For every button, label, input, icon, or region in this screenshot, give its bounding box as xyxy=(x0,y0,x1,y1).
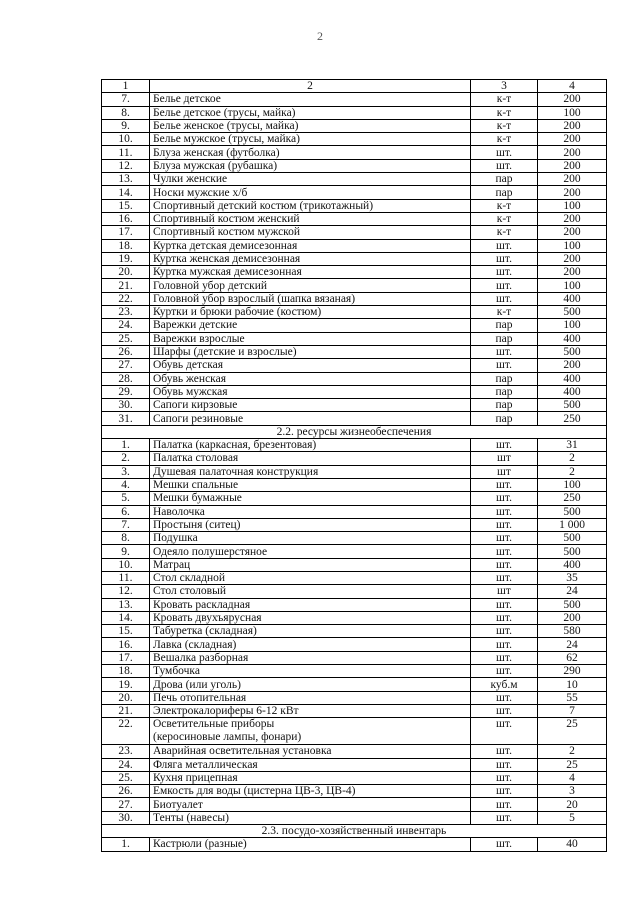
item-unit: шт. xyxy=(471,478,538,491)
item-unit: шт. xyxy=(471,159,538,172)
item-name: Чулки женские xyxy=(150,173,471,186)
item-unit: шт xyxy=(471,585,538,598)
item-quantity: 4 xyxy=(538,771,607,784)
table-row xyxy=(102,798,607,811)
row-number: 5. xyxy=(102,492,150,505)
item-name: Простыня (ситец) xyxy=(150,518,471,531)
header-cell-quantity: 4 xyxy=(538,80,607,93)
row-number: 16. xyxy=(102,638,150,651)
item-name: Варежки детские xyxy=(150,319,471,332)
item-name: Мешки спальные xyxy=(150,478,471,491)
item-unit: шт. xyxy=(471,518,538,531)
item-quantity: 2 xyxy=(538,465,607,478)
item-unit: шт. xyxy=(471,745,538,758)
item-name: Белье детское xyxy=(150,93,471,106)
row-number: 9. xyxy=(102,119,150,132)
table-row xyxy=(102,492,607,505)
item-unit: к-т xyxy=(471,226,538,239)
row-number: 2. xyxy=(102,452,150,465)
item-name-line: Осветительные приборы xyxy=(153,718,275,731)
row-number: 18. xyxy=(102,239,150,252)
item-quantity: 20 xyxy=(538,798,607,811)
row-number: 18. xyxy=(102,665,150,678)
item-quantity: 3 xyxy=(538,785,607,798)
row-number: 13. xyxy=(102,173,150,186)
table-row xyxy=(102,439,607,452)
table-row xyxy=(102,385,607,398)
item-quantity: 40 xyxy=(538,838,607,851)
item-name: Стол складной xyxy=(150,571,471,584)
item-unit: пар xyxy=(471,372,538,385)
table-row xyxy=(102,199,607,212)
item-unit: шт. xyxy=(471,359,538,372)
item-quantity: 400 xyxy=(538,558,607,571)
item-name: Куртка мужская демисезонная xyxy=(150,266,471,279)
item-name: Носки мужские х/б xyxy=(150,186,471,199)
section-header-row xyxy=(102,825,607,838)
supplies-table xyxy=(101,79,607,852)
item-quantity: 500 xyxy=(538,545,607,558)
item-quantity: 200 xyxy=(538,611,607,624)
item-quantity: 200 xyxy=(538,212,607,225)
item-name: Шарфы (детские и взрослые) xyxy=(150,345,471,358)
item-quantity: 500 xyxy=(538,598,607,611)
item-name: Белье детское (трусы, майка) xyxy=(150,106,471,119)
table-row xyxy=(102,771,607,784)
item-name: Лавка (складная) xyxy=(150,638,471,651)
item-quantity: 2 xyxy=(538,745,607,758)
item-unit: к-т xyxy=(471,133,538,146)
item-quantity: 100 xyxy=(538,279,607,292)
row-number: 9. xyxy=(102,545,150,558)
item-quantity: 250 xyxy=(538,412,607,425)
table-row xyxy=(102,665,607,678)
table-row xyxy=(102,159,607,172)
table-row xyxy=(102,146,607,159)
item-quantity: 500 xyxy=(538,532,607,545)
item-unit: шт. xyxy=(471,704,538,717)
item-name: Биотуалет xyxy=(150,798,471,811)
table-row xyxy=(102,571,607,584)
table-row xyxy=(102,372,607,385)
row-number: 21. xyxy=(102,704,150,717)
item-name: Головной убор взрослый (шапка вязаная) xyxy=(150,292,471,305)
item-name: Матрац xyxy=(150,558,471,571)
row-number: 31. xyxy=(102,412,150,425)
table-row xyxy=(102,478,607,491)
item-quantity: 200 xyxy=(538,119,607,132)
item-name: Аварийная осветительная установка xyxy=(150,745,471,758)
item-unit: пар xyxy=(471,319,538,332)
item-unit: шт. xyxy=(471,146,538,159)
item-name: Палатка столовая xyxy=(150,452,471,465)
item-unit: шт. xyxy=(471,811,538,824)
item-unit: шт. xyxy=(471,532,538,545)
table-row xyxy=(102,638,607,651)
item-quantity: 200 xyxy=(538,252,607,265)
table-row xyxy=(102,239,607,252)
item-quantity: 25 xyxy=(538,718,607,745)
row-number: 29. xyxy=(102,385,150,398)
item-quantity: 25 xyxy=(538,758,607,771)
table-row xyxy=(102,718,607,745)
item-quantity: 500 xyxy=(538,505,607,518)
row-number: 11. xyxy=(102,146,150,159)
item-quantity: 200 xyxy=(538,173,607,186)
item-quantity: 100 xyxy=(538,478,607,491)
item-quantity: 200 xyxy=(538,226,607,239)
row-number: 8. xyxy=(102,532,150,545)
item-name: Сапоги резиновые xyxy=(150,412,471,425)
item-name: Обувь мужская xyxy=(150,385,471,398)
item-unit: к-т xyxy=(471,106,538,119)
item-quantity: 200 xyxy=(538,359,607,372)
item-unit: шт. xyxy=(471,266,538,279)
item-name: Фляга металлическая xyxy=(150,758,471,771)
item-quantity: 200 xyxy=(538,266,607,279)
row-number: 24. xyxy=(102,319,150,332)
item-unit: к-т xyxy=(471,93,538,106)
row-number: 19. xyxy=(102,252,150,265)
item-unit: шт. xyxy=(471,345,538,358)
row-number: 4. xyxy=(102,478,150,491)
row-number: 10. xyxy=(102,133,150,146)
row-number: 23. xyxy=(102,745,150,758)
item-unit: пар xyxy=(471,173,538,186)
item-name: Белье мужское (трусы, майка) xyxy=(150,133,471,146)
table-row xyxy=(102,758,607,771)
item-name: Емкость для воды (цистерна ЦВ-3, ЦВ-4) xyxy=(150,785,471,798)
item-name: Куртка детская демисезонная xyxy=(150,239,471,252)
item-unit: шт. xyxy=(471,545,538,558)
section-title: 2.3. посудо-хозяйственный инвентарь xyxy=(102,825,607,838)
row-number: 14. xyxy=(102,186,150,199)
table-row xyxy=(102,332,607,345)
item-name: Электрокалориферы 6-12 кВт xyxy=(150,704,471,717)
item-unit: шт. xyxy=(471,785,538,798)
page-number: 2 xyxy=(317,29,323,43)
item-name: Душевая палаточная конструкция xyxy=(150,465,471,478)
table-row xyxy=(102,598,607,611)
item-unit: шт. xyxy=(471,625,538,638)
table-row xyxy=(102,651,607,664)
item-quantity: 200 xyxy=(538,93,607,106)
table-row xyxy=(102,558,607,571)
item-name: Спортивный костюм мужской xyxy=(150,226,471,239)
row-number: 7. xyxy=(102,518,150,531)
row-number: 28. xyxy=(102,372,150,385)
row-number: 12. xyxy=(102,585,150,598)
table-row xyxy=(102,133,607,146)
row-number: 25. xyxy=(102,332,150,345)
item-unit: шт. xyxy=(471,651,538,664)
table-row xyxy=(102,345,607,358)
item-quantity: 7 xyxy=(538,704,607,717)
table-row xyxy=(102,106,607,119)
row-number: 25. xyxy=(102,771,150,784)
row-number: 17. xyxy=(102,651,150,664)
item-quantity: 10 xyxy=(538,678,607,691)
item-quantity: 400 xyxy=(538,385,607,398)
item-quantity: 62 xyxy=(538,651,607,664)
item-unit: шт. xyxy=(471,439,538,452)
table-row xyxy=(102,452,607,465)
row-number: 24. xyxy=(102,758,150,771)
row-number: 23. xyxy=(102,306,150,319)
table-row xyxy=(102,532,607,545)
item-name: Кастрюли (разные) xyxy=(150,838,471,851)
row-number: 27. xyxy=(102,798,150,811)
row-number: 22. xyxy=(102,718,150,745)
item-name: Тенты (навесы) xyxy=(150,811,471,824)
item-unit: шт. xyxy=(471,279,538,292)
table-row xyxy=(102,505,607,518)
item-name: Дрова (или уголь) xyxy=(150,678,471,691)
item-name: Спортивный костюм женский xyxy=(150,212,471,225)
row-number: 13. xyxy=(102,598,150,611)
item-quantity: 580 xyxy=(538,625,607,638)
item-quantity: 400 xyxy=(538,332,607,345)
header-cell-unit: 3 xyxy=(471,80,538,93)
item-name: Подушка xyxy=(150,532,471,545)
row-number: 30. xyxy=(102,811,150,824)
row-number: 12. xyxy=(102,159,150,172)
row-number: 15. xyxy=(102,625,150,638)
item-unit: шт. xyxy=(471,558,538,571)
item-unit: шт xyxy=(471,465,538,478)
table-row xyxy=(102,518,607,531)
item-unit: шт. xyxy=(471,838,538,851)
item-name xyxy=(150,718,471,745)
table-row xyxy=(102,186,607,199)
row-number: 7. xyxy=(102,93,150,106)
item-unit: шт. xyxy=(471,252,538,265)
item-name: Куртка женская демисезонная xyxy=(150,252,471,265)
item-quantity: 5 xyxy=(538,811,607,824)
item-name: Вешалка разборная xyxy=(150,651,471,664)
table-row xyxy=(102,465,607,478)
item-unit: пар xyxy=(471,385,538,398)
table-row xyxy=(102,319,607,332)
item-name: Стол столовый xyxy=(150,585,471,598)
row-number: 20. xyxy=(102,266,150,279)
item-quantity: 24 xyxy=(538,585,607,598)
item-name: Белье женское (трусы, майка) xyxy=(150,119,471,132)
table-row xyxy=(102,811,607,824)
table-row xyxy=(102,266,607,279)
row-number: 17. xyxy=(102,226,150,239)
row-number: 1. xyxy=(102,838,150,851)
item-unit: шт. xyxy=(471,798,538,811)
table-row xyxy=(102,611,607,624)
item-quantity: 500 xyxy=(538,345,607,358)
table-header-row xyxy=(102,80,607,93)
row-number: 26. xyxy=(102,345,150,358)
table-row xyxy=(102,93,607,106)
item-name: Варежки взрослые xyxy=(150,332,471,345)
row-number: 14. xyxy=(102,611,150,624)
item-quantity: 24 xyxy=(538,638,607,651)
item-quantity: 100 xyxy=(538,199,607,212)
section-title: 2.2. ресурсы жизнеобеспечения xyxy=(102,425,607,438)
item-quantity: 290 xyxy=(538,665,607,678)
item-name: Куртки и брюки рабочие (костюм) xyxy=(150,306,471,319)
row-number: 1. xyxy=(102,439,150,452)
item-unit: шт. xyxy=(471,758,538,771)
item-name: Кухня прицепная xyxy=(150,771,471,784)
item-name: Кровать двухъярусная xyxy=(150,611,471,624)
table-row xyxy=(102,399,607,412)
item-quantity: 400 xyxy=(538,292,607,305)
item-quantity: 31 xyxy=(538,439,607,452)
table-row xyxy=(102,212,607,225)
item-name: Табуретка (складная) xyxy=(150,625,471,638)
item-unit: шт. xyxy=(471,691,538,704)
row-number: 19. xyxy=(102,678,150,691)
item-name: Палатка (каркасная, брезентовая) xyxy=(150,439,471,452)
item-name: Спортивный детский костюм (трикотажный) xyxy=(150,199,471,212)
table-row xyxy=(102,292,607,305)
item-quantity: 55 xyxy=(538,691,607,704)
table-row xyxy=(102,691,607,704)
item-name-line: (керосиновые лампы, фонари) xyxy=(153,731,302,744)
item-quantity: 1 000 xyxy=(538,518,607,531)
item-unit: шт. xyxy=(471,718,538,745)
header-cell-name: 2 xyxy=(150,80,471,93)
row-number: 10. xyxy=(102,558,150,571)
item-name: Одеяло полушерстяное xyxy=(150,545,471,558)
item-quantity: 100 xyxy=(538,239,607,252)
item-name: Наволочка xyxy=(150,505,471,518)
row-number: 16. xyxy=(102,212,150,225)
item-unit: шт. xyxy=(471,292,538,305)
item-quantity: 200 xyxy=(538,146,607,159)
item-quantity: 100 xyxy=(538,106,607,119)
item-name: Печь отопительная xyxy=(150,691,471,704)
item-unit: к-т xyxy=(471,119,538,132)
item-name: Мешки бумажные xyxy=(150,492,471,505)
section-header-row xyxy=(102,425,607,438)
table-row xyxy=(102,173,607,186)
table-row xyxy=(102,306,607,319)
row-number: 8. xyxy=(102,106,150,119)
item-quantity: 500 xyxy=(538,306,607,319)
item-unit: шт. xyxy=(471,771,538,784)
item-quantity: 500 xyxy=(538,399,607,412)
header-cell-number: 1 xyxy=(102,80,150,93)
item-unit: шт. xyxy=(471,505,538,518)
row-number: 22. xyxy=(102,292,150,305)
item-unit: пар xyxy=(471,412,538,425)
table-row xyxy=(102,252,607,265)
item-quantity: 2 xyxy=(538,452,607,465)
item-unit: шт. xyxy=(471,638,538,651)
row-number: 27. xyxy=(102,359,150,372)
table-row xyxy=(102,412,607,425)
row-number: 30. xyxy=(102,399,150,412)
item-unit: шт. xyxy=(471,239,538,252)
row-number: 3. xyxy=(102,465,150,478)
item-quantity: 35 xyxy=(538,571,607,584)
item-unit: шт. xyxy=(471,611,538,624)
item-name: Блуза мужская (рубашка) xyxy=(150,159,471,172)
item-quantity: 200 xyxy=(538,133,607,146)
row-number: 6. xyxy=(102,505,150,518)
item-quantity: 100 xyxy=(538,319,607,332)
row-number: 20. xyxy=(102,691,150,704)
table-row xyxy=(102,785,607,798)
table-row xyxy=(102,119,607,132)
item-unit: шт. xyxy=(471,665,538,678)
item-unit: пар xyxy=(471,186,538,199)
row-number: 15. xyxy=(102,199,150,212)
table-row xyxy=(102,745,607,758)
row-number: 11. xyxy=(102,571,150,584)
table-row xyxy=(102,359,607,372)
item-name: Блуза женская (футболка) xyxy=(150,146,471,159)
table-row xyxy=(102,704,607,717)
row-number: 21. xyxy=(102,279,150,292)
table-row xyxy=(102,279,607,292)
table-row xyxy=(102,625,607,638)
item-name: Кровать раскладная xyxy=(150,598,471,611)
item-quantity: 200 xyxy=(538,186,607,199)
item-unit: к-т xyxy=(471,199,538,212)
item-name: Обувь женская xyxy=(150,372,471,385)
item-unit: шт. xyxy=(471,598,538,611)
item-quantity: 250 xyxy=(538,492,607,505)
table-row xyxy=(102,585,607,598)
table-row xyxy=(102,678,607,691)
item-unit: куб.м xyxy=(471,678,538,691)
table-row xyxy=(102,226,607,239)
item-unit: шт xyxy=(471,452,538,465)
item-name: Обувь детская xyxy=(150,359,471,372)
item-unit: шт. xyxy=(471,571,538,584)
item-name: Тумбочка xyxy=(150,665,471,678)
item-quantity: 200 xyxy=(538,159,607,172)
table-row xyxy=(102,545,607,558)
item-unit: к-т xyxy=(471,212,538,225)
item-quantity: 400 xyxy=(538,372,607,385)
item-unit: шт. xyxy=(471,492,538,505)
item-name: Головной убор детский xyxy=(150,279,471,292)
row-number: 26. xyxy=(102,785,150,798)
table-row xyxy=(102,838,607,851)
item-name: Сапоги кирзовые xyxy=(150,399,471,412)
item-unit: пар xyxy=(471,332,538,345)
item-unit: пар xyxy=(471,399,538,412)
item-unit: к-т xyxy=(471,306,538,319)
